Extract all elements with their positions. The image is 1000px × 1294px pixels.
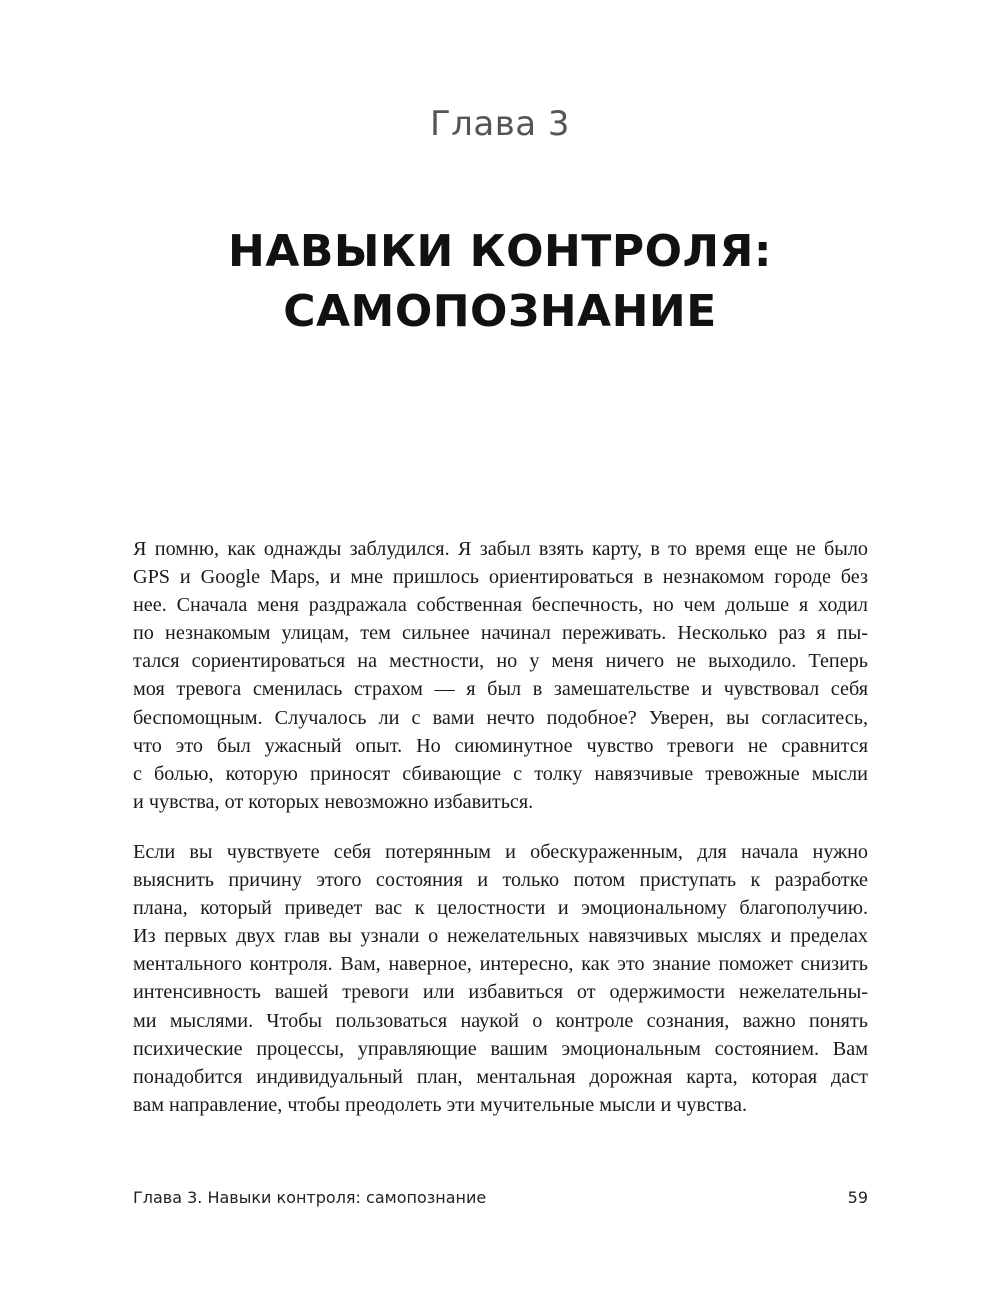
- text-line: ми мыслями. Чтобы пользоваться наукой о контроле сознания, важно понять: [133, 1009, 868, 1032]
- chapter-title-line-2: САМОПОЗНАНИЕ: [283, 286, 717, 337]
- page-footer: [133, 1188, 868, 1214]
- text-line: Я помню, как однажды заблудился. Я забыл взять карту, в то время еще не было: [133, 538, 868, 560]
- text-line: что это был ужасный опыт. Но сиюминутное чувство тревоги не сравнится: [133, 734, 868, 757]
- page-number: 59: [847, 1188, 868, 1207]
- text-line: с болью, которую приносят сбивающие с толку навязчивые тревожные мысли: [133, 762, 868, 785]
- text-line: беспомощным. Случалось ли с вами нечто подобное? Уверен, вы согласитесь,: [133, 706, 868, 729]
- chapter-title-line-1: НАВЫКИ КОНТРОЛЯ:: [228, 226, 772, 277]
- text-line: Из первых двух глав вы узнали о нежелательных навязчивых мыслях и пределах: [133, 925, 868, 948]
- text-line: GPS и Google Maps, и мне пришлось ориентироваться в незнакомом городе без: [133, 566, 868, 589]
- text-line: по незнакомым улицам, тем сильнее начинал переживать. Несколько раз я пы-: [133, 622, 868, 645]
- text-line: выяснить причину этого состояния и только потом приступать к разработке: [133, 869, 868, 892]
- text-line: Если вы чувствуете себя потерянным и обескураженным, для начала нужно: [133, 841, 868, 863]
- text-line: вам направление, чтобы преодолеть эти мучительные мысли и чувства.: [133, 1093, 748, 1116]
- text-line: интенсивность вашей тревоги или избавиться от одержимости нежелательны-: [133, 981, 868, 1004]
- text-line: и чувства, от которых невозможно избавиться.: [133, 790, 534, 813]
- chapter-title: [0, 222, 1000, 342]
- text-line: понадобится индивидуальный план, ментальная дорожная карта, которая даст: [133, 1065, 868, 1088]
- text-line: психические процессы, управляющие вашим эмоциональным состоянием. Вам: [133, 1037, 868, 1060]
- text-line: ментального контроля. Вам, наверное, интересно, как это знание поможет снизить: [133, 953, 868, 976]
- text-line: моя тревога сменилась страхом — я был в замешательстве и чувствовал себя: [133, 678, 868, 701]
- running-title: Глава 3. Навыки контроля: самопознание: [133, 1188, 487, 1207]
- text-line: тался сориентироваться на местности, но у меня ничего не выходило. Теперь: [133, 650, 868, 673]
- text-line: нее. Сначала меня раздражала собственная беспечность, но чем дольше я ходил: [133, 594, 868, 617]
- text-line: плана, который приведет вас к целостности и эмоциональному благополучию.: [133, 897, 868, 920]
- paragraph-2: [133, 838, 868, 1119]
- paragraph-1: [133, 535, 868, 816]
- chapter-label: Глава 3: [429, 104, 571, 144]
